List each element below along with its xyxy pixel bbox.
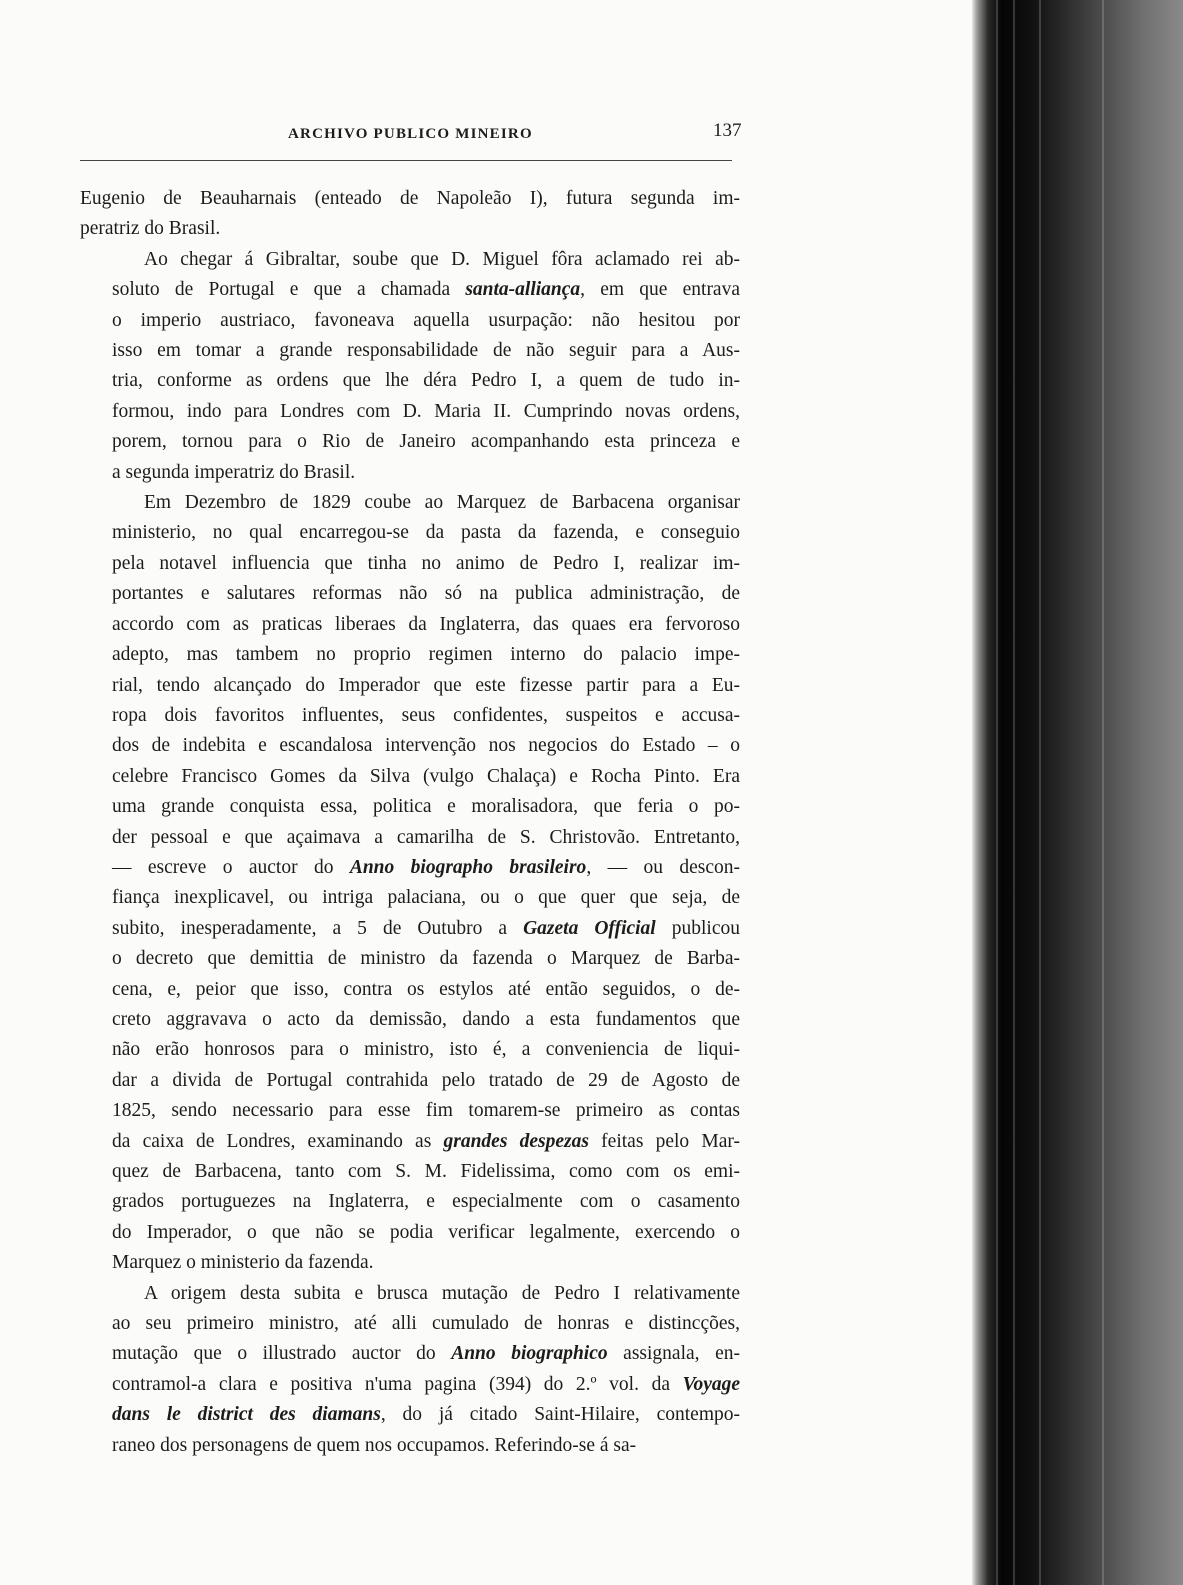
- paragraph: [80, 1279, 740, 1461]
- text-segment: portantes e salutares reformas não só na publica administração, de: [112, 583, 740, 605]
- text-line: [80, 184, 740, 214]
- text-line: [80, 488, 740, 518]
- text-line: [80, 1096, 740, 1126]
- paragraph: [80, 488, 740, 1279]
- text-segment: ropa dois favoritos influentes, seus confidentes, suspeitos e accusa-: [112, 704, 740, 726]
- text-line: [80, 549, 740, 579]
- text-line: [80, 914, 740, 944]
- text-line: [80, 214, 740, 244]
- text-segment: formou, indo para Londres com D. Maria II. Cumprindo novas ordens,: [112, 400, 740, 422]
- text-segment: Ao chegar á Gibraltar, soube que D. Miguel fôra aclamado rei ab-: [144, 248, 740, 270]
- page-number: 137: [713, 120, 742, 141]
- text-line: [80, 275, 740, 305]
- text-segment: A origem desta subita e brusca mutação de Pedro I relativamente: [144, 1282, 740, 1304]
- text-line: [80, 1248, 740, 1278]
- text-line: [80, 853, 740, 883]
- text-line: [80, 1400, 740, 1430]
- text-line: [80, 944, 740, 974]
- text-segment: a segunda imperatriz do Brasil.: [112, 461, 356, 483]
- text-line: [80, 427, 740, 457]
- text-segment: quez de Barbacena, tanto com S. M. Fidelissima, como com os emi-: [112, 1161, 740, 1182]
- text-segment: subito, inesperadamente, a 5 de Outubro a: [112, 917, 524, 939]
- header-rule: [80, 160, 732, 161]
- italic-text: Gazeta Official: [523, 917, 656, 939]
- running-header: [80, 118, 740, 158]
- book-gutter-shadow: [972, 0, 1183, 1585]
- text-segment: mutação que o illustrado auctor do: [112, 1343, 452, 1365]
- text-segment: accordo com as praticas liberaes da Inglaterra, das quaes era fervoroso: [112, 613, 740, 635]
- text-segment: assignala, en-: [607, 1343, 740, 1365]
- text-segment: peratriz do Brasil.: [80, 218, 221, 240]
- text-segment: feitas pelo Mar-: [588, 1130, 740, 1152]
- paragraph: [80, 184, 740, 245]
- text-segment: , em que entrava: [580, 279, 740, 301]
- text-segment: — escreve o auctor do: [112, 856, 350, 878]
- text-segment: Eugenio de Beauharnais (enteado de Napoleão I), futura segunda im-: [80, 188, 740, 209]
- text-line: [80, 762, 740, 792]
- text-line: [80, 823, 740, 853]
- text-line: [80, 306, 740, 336]
- text-segment: pela notavel influencia que tinha no animo de Pedro I, realizar im-: [112, 552, 740, 574]
- text-line: [80, 792, 740, 822]
- text-segment: não erão honrosos para o ministro, isto é, a conveniencia de liqui-: [112, 1039, 740, 1061]
- text-segment: Marquez o ministerio da fazenda.: [112, 1252, 374, 1274]
- text-line: [80, 1035, 740, 1065]
- text-line: [80, 458, 740, 488]
- text-line: [80, 1370, 740, 1400]
- text-segment: tria, conforme as ordens que lhe déra Pedro I, a quem de tudo in-: [112, 370, 740, 392]
- text-line: [80, 1218, 740, 1248]
- text-line: [80, 336, 740, 366]
- text-segment: isso em tomar a grande responsabilidade de não seguir para a Aus-: [112, 340, 740, 362]
- text-segment: adepto, mas tambem no proprio regimen interno do palacio impe-: [112, 644, 740, 666]
- text-line: [80, 1187, 740, 1217]
- text-segment: , — ou descon-: [586, 856, 740, 878]
- text-segment: o imperio austriaco, favoneava aquella usurpação: não hesitou por: [112, 309, 740, 331]
- text-line: [80, 579, 740, 609]
- text-line: [80, 671, 740, 701]
- body-text: [80, 184, 740, 1461]
- text-segment: grados portuguezes na Inglaterra, e especialmente com o casamento: [112, 1191, 740, 1213]
- italic-text: santa-alliança: [465, 279, 581, 301]
- text-segment: cena, e, peior que isso, contra os estylos até então seguidos, o de-: [112, 978, 740, 1000]
- text-line: [80, 731, 740, 761]
- text-segment: celebre Francisco Gomes da Silva (vulgo Chalaça) e Rocha Pinto. Era: [112, 765, 740, 787]
- text-line: [80, 397, 740, 427]
- italic-text: Anno biographo brasileiro: [349, 856, 587, 878]
- text-line: [80, 1339, 740, 1369]
- text-segment: publicou: [655, 917, 740, 939]
- text-line: [80, 366, 740, 396]
- text-segment: dos de indebita e escandalosa intervenção nos negocios do Estado – o: [112, 735, 740, 757]
- text-segment: dar a divida de Portugal contrahida pelo tratado de 29 de Agosto de: [112, 1069, 740, 1091]
- text-line: [80, 245, 740, 275]
- italic-text: grandes despezas: [443, 1130, 589, 1152]
- text-segment: do Imperador, o que não se podia verificar legalmente, exercendo o: [112, 1221, 740, 1243]
- text-segment: soluto de Portugal e que a chamada: [112, 279, 466, 301]
- text-segment: ministerio, no qual encarregou-se da pasta da fazenda, e conseguio: [112, 522, 740, 544]
- text-segment: uma grande conquista essa, politica e moralisadora, que feria o po-: [112, 796, 740, 818]
- text-line: [80, 610, 740, 640]
- text-line: [80, 883, 740, 913]
- text-segment: da caixa de Londres, examinando as: [112, 1130, 444, 1152]
- paragraph: [80, 245, 740, 488]
- text-segment: creto aggravava o acto da demissão, dando a esta fundamentos que: [112, 1008, 740, 1030]
- text-segment: Em Dezembro de 1829 coube ao Marquez de Barbacena organisar: [144, 492, 740, 514]
- text-line: [80, 640, 740, 670]
- text-line: [80, 1431, 740, 1461]
- text-segment: contramol-a clara e positiva n'uma pagina (394) do 2.º vol. da: [112, 1373, 683, 1395]
- text-segment: o decreto que demittia de ministro da fazenda o Marquez de Barba-: [112, 948, 740, 970]
- italic-text: Anno biographico: [451, 1343, 608, 1365]
- text-line: [80, 701, 740, 731]
- text-line: [80, 975, 740, 1005]
- text-segment: rial, tendo alcançado do Imperador que este fizesse partir para a Eu-: [112, 674, 740, 696]
- text-line: [80, 1309, 740, 1339]
- text-segment: porem, tornou para o Rio de Janeiro acompanhando esta princeza e: [112, 431, 740, 453]
- text-line: [80, 1279, 740, 1309]
- text-segment: fiança inexplicavel, ou intriga palaciana, ou o que quer que seja, de: [112, 887, 740, 909]
- header-title: ARCHIVO PUBLICO MINEIRO: [288, 126, 533, 142]
- italic-text: Voyage: [682, 1373, 740, 1395]
- text-segment: raneo dos personagens de quem nos occupamos. Referindo-se á sa-: [112, 1434, 637, 1456]
- text-line: [80, 518, 740, 548]
- text-segment: ao seu primeiro ministro, até alli cumulado de honras e distincções,: [112, 1313, 740, 1335]
- text-line: [80, 1157, 740, 1187]
- text-segment: 1825, sendo necessario para esse fim tomarem-se primeiro as contas: [112, 1100, 740, 1122]
- text-line: [80, 1005, 740, 1035]
- text-line: [80, 1066, 740, 1096]
- italic-text: dans le district des diamans: [112, 1404, 381, 1426]
- text-line: [80, 1127, 740, 1157]
- text-segment: der pessoal e que açaimava a camarilha de S. Christovão. Entretanto,: [112, 826, 740, 848]
- text-segment: , do já citado Saint-Hilaire, contempo-: [380, 1404, 740, 1426]
